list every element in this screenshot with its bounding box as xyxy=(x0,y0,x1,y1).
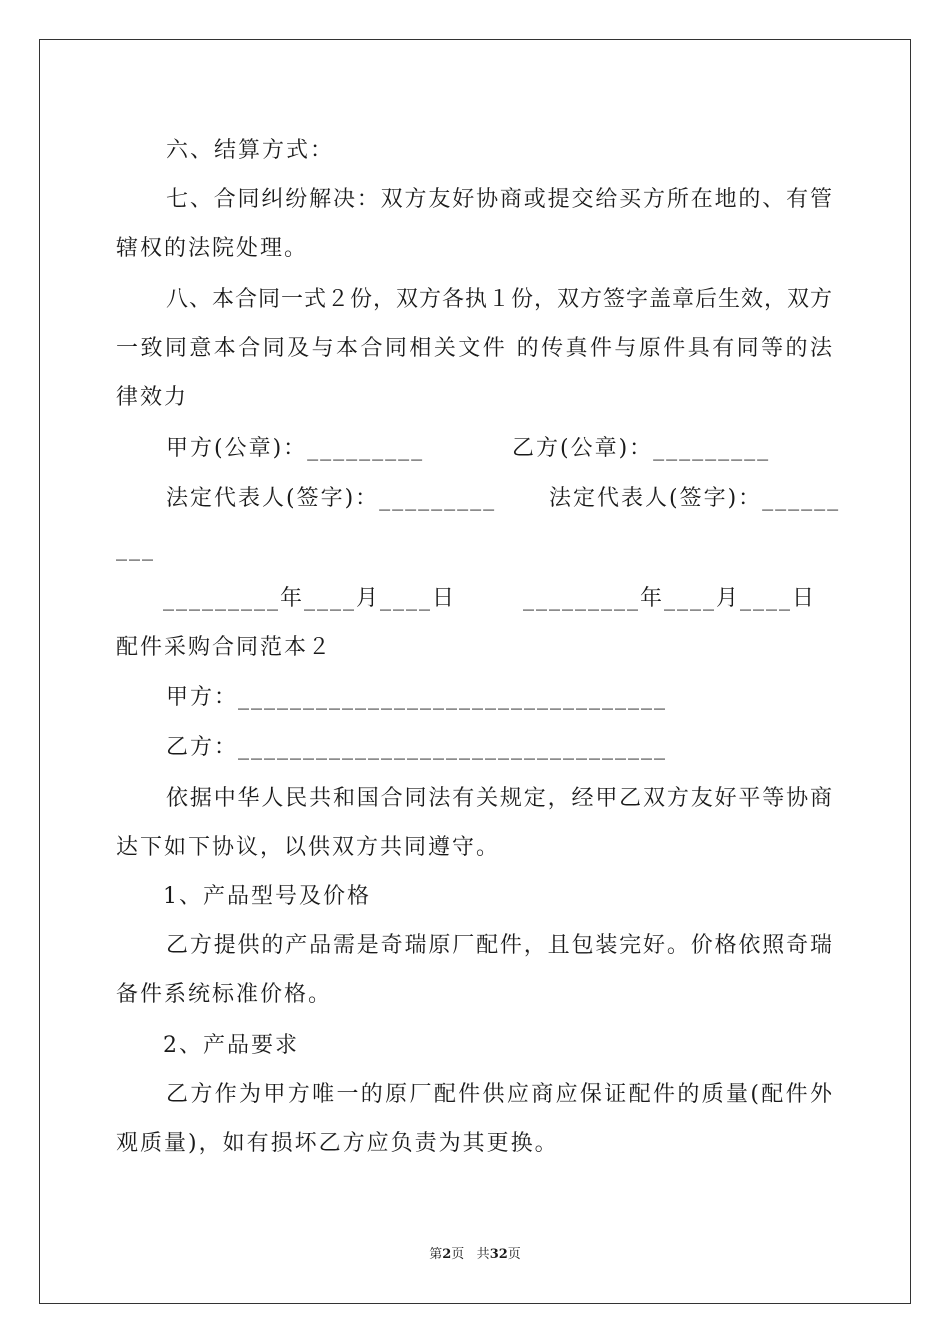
party-a-date-field: _________年____月____日 xyxy=(163,586,457,611)
party-a-seal-field: 甲方(公章)：_________ xyxy=(166,436,425,461)
footer-total-suffix: 页 xyxy=(507,1247,521,1262)
party-b-date-field: _________年____月____日 xyxy=(523,586,817,611)
page-frame xyxy=(39,39,911,1304)
section-7-dispute-line1: 七、合同纠纷解决：双方友好协商或提交给买方所在地的、有管 xyxy=(166,187,832,212)
clause-1-heading: 1、产品型号及价格 xyxy=(163,884,371,909)
party-a-representative-field: 法定代表人(签字)：_________ xyxy=(166,486,497,511)
section-8-copies-line2: 一致同意本合同及与本合同相关文件 的传真件与原件具有同等的法 xyxy=(116,336,832,361)
section-7-dispute-line2: 辖权的法院处理。 xyxy=(116,236,309,261)
party-b-name-field: 乙方：_________________________________ xyxy=(166,735,668,760)
clause-2-body-line2: 观质量)，如有损坏乙方应负责为其更换。 xyxy=(116,1131,559,1156)
party-b-seal-field: 乙方(公章)：_________ xyxy=(512,436,771,461)
party-b-representative-field: 法定代表人(签字)：______ xyxy=(549,486,841,511)
party-b-representative-field-overflow: ___ xyxy=(116,536,155,561)
preamble-line2: 达下如下协议，以供双方共同遵守。 xyxy=(116,835,501,860)
section-6-settlement: 六、结算方式： xyxy=(166,138,335,163)
page-footer xyxy=(0,1246,950,1264)
party-a-name-field: 甲方：_________________________________ xyxy=(166,685,668,710)
clause-1-body-line2: 备件系统标准价格。 xyxy=(116,982,333,1007)
footer-total-pages: 32 xyxy=(489,1247,508,1262)
clause-1-body-line1: 乙方提供的产品需是奇瑞原厂配件，且包装完好。价格依照奇瑞 xyxy=(166,933,832,958)
footer-page-number: 2 xyxy=(442,1247,452,1262)
footer-page-prefix: 第 xyxy=(429,1247,443,1262)
clause-2-heading: 2、产品要求 xyxy=(163,1033,299,1058)
section-8-copies-line3: 律效力 xyxy=(116,385,189,410)
footer-page-suffix: 页 xyxy=(451,1247,465,1262)
footer-total-prefix: 共 xyxy=(476,1247,490,1262)
clause-2-body-line1: 乙方作为甲方唯一的原厂配件供应商应保证配件的质量(配件外 xyxy=(166,1082,832,1107)
section-8-copies-line1: 八、本合同一式２份，双方各执１份，双方签字盖章后生效，双方 xyxy=(166,287,832,312)
section-title-template-2: 配件采购合同范本２ xyxy=(116,635,333,660)
preamble-line1: 依据中华人民共和国合同法有关规定，经甲乙双方友好平等协商 xyxy=(166,786,832,811)
